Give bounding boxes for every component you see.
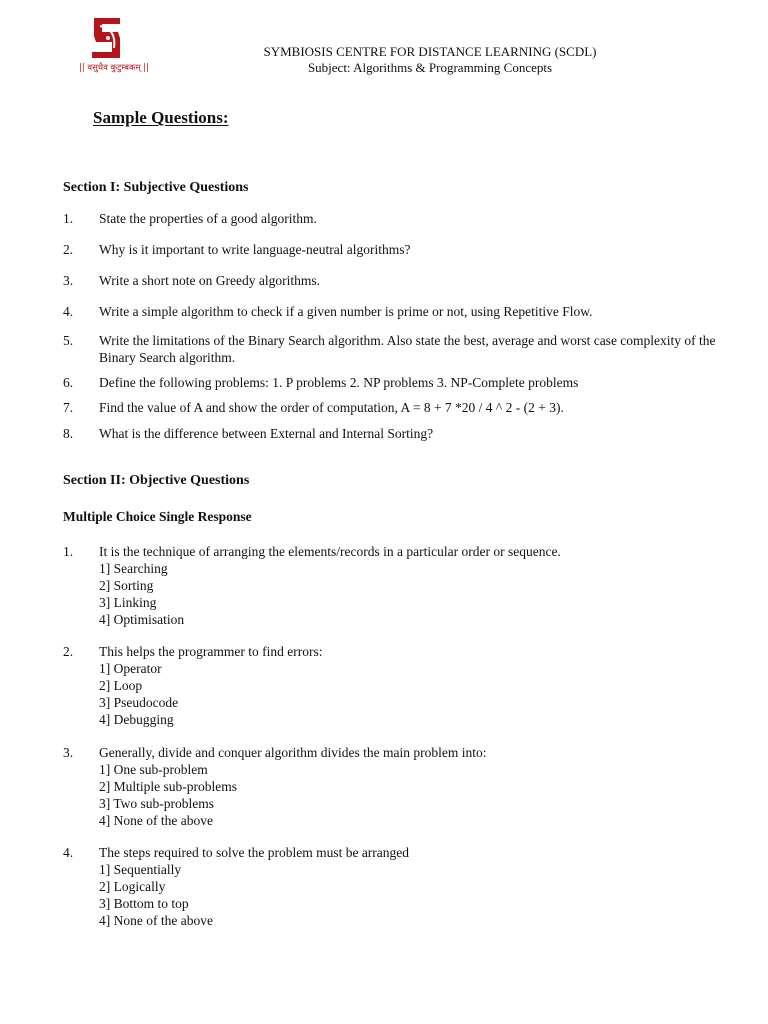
answer-option: 1] Operator: [99, 661, 162, 676]
question-text: Why is it important to write language-neutral algorithms?: [99, 242, 411, 257]
question-number: 1.: [63, 544, 74, 559]
answer-option: 4] None of the above: [99, 813, 213, 828]
answer-option: 3] Two sub-problems: [99, 796, 215, 811]
mcq-subheading: Multiple Choice Single Response: [63, 509, 252, 524]
question-text: The steps required to solve the problem must be arranged: [99, 845, 410, 860]
section-2-heading: Section II: Objective Questions: [63, 473, 250, 488]
document-header: [170, 44, 690, 76]
section-1-heading: Section I: Subjective Questions: [63, 180, 249, 195]
answer-option: 2] Loop: [99, 678, 143, 693]
question-number: 3.: [63, 273, 74, 288]
subject-line: Subject: Algorithms & Programming Concepts: [307, 60, 553, 75]
answer-option: 4] Optimisation: [99, 612, 185, 627]
answer-option: 1] One sub-problem: [99, 762, 208, 777]
question-number: 1.: [63, 211, 74, 226]
subjective-question-3: [63, 272, 723, 289]
question-text: Write a simple algorithm to check if a given number is prime or not, using Repetitive Flow.: [99, 304, 593, 319]
question-text: Find the value of A and show the order of computation, A = 8 + 7 *20 / 4 ^ 2 - (2 + 3).: [99, 400, 564, 415]
question-text: Define the following problems: 1. P problems 2. NP problems 3. NP-Complete problems: [99, 375, 579, 390]
objective-question-3: [63, 744, 723, 829]
sample-questions-title: Sample Questions:: [93, 108, 229, 127]
answer-option: 3] Bottom to top: [99, 896, 189, 911]
answer-option: 3] Pseudocode: [99, 695, 179, 710]
question-text: Write the limitations of the Binary Search algorithm. Also state the best, average and worst case complexity of the Binary Search algorithm.: [99, 333, 716, 365]
answer-option: 3] Linking: [99, 595, 157, 610]
answer-option: 4] None of the above: [99, 913, 213, 928]
question-number: 4.: [63, 845, 74, 860]
question-text: What is the difference between External and Internal Sorting?: [99, 426, 434, 441]
question-text: This helps the programmer to find errors:: [99, 644, 323, 659]
objective-question-2: [63, 643, 723, 728]
institute-name: SYMBIOSIS CENTRE FOR DISTANCE LEARNING (SCDL): [263, 44, 597, 59]
subjective-question-5: [63, 332, 723, 366]
question-text: Write a short note on Greedy algorithms.: [99, 273, 321, 288]
subjective-question-8: [63, 425, 723, 442]
answer-option: 1] Searching: [99, 561, 168, 576]
answer-option: 1] Sequentially: [99, 862, 182, 877]
subjective-question-6: [63, 374, 723, 391]
objective-question-1: [63, 543, 723, 628]
question-text: Generally, divide and conquer algorithm divides the main problem into:: [99, 745, 487, 760]
subjective-question-2: [63, 241, 723, 258]
question-number: 5.: [63, 333, 74, 348]
logo-motto: || वसुधैव कुटुम्बकम् ||: [79, 63, 150, 73]
subjective-question-7: [63, 399, 723, 416]
question-text: It is the technique of arranging the elements/records in a particular order or sequence.: [99, 544, 561, 559]
question-number: 8.: [63, 426, 74, 441]
answer-option: 4] Debugging: [99, 712, 174, 727]
answer-option: 2] Multiple sub-problems: [99, 779, 237, 794]
question-text: State the properties of a good algorithm.: [99, 211, 317, 226]
question-number: 2.: [63, 644, 74, 659]
question-number: 4.: [63, 304, 74, 319]
answer-option: 2] Sorting: [99, 578, 154, 593]
question-number: 3.: [63, 745, 74, 760]
question-number: 2.: [63, 242, 74, 257]
question-number: 7.: [63, 400, 74, 415]
subjective-question-1: [63, 210, 723, 227]
subjective-question-4: [63, 303, 723, 320]
objective-question-4: [63, 844, 723, 929]
question-number: 6.: [63, 375, 74, 390]
answer-option: 2] Logically: [99, 879, 166, 894]
